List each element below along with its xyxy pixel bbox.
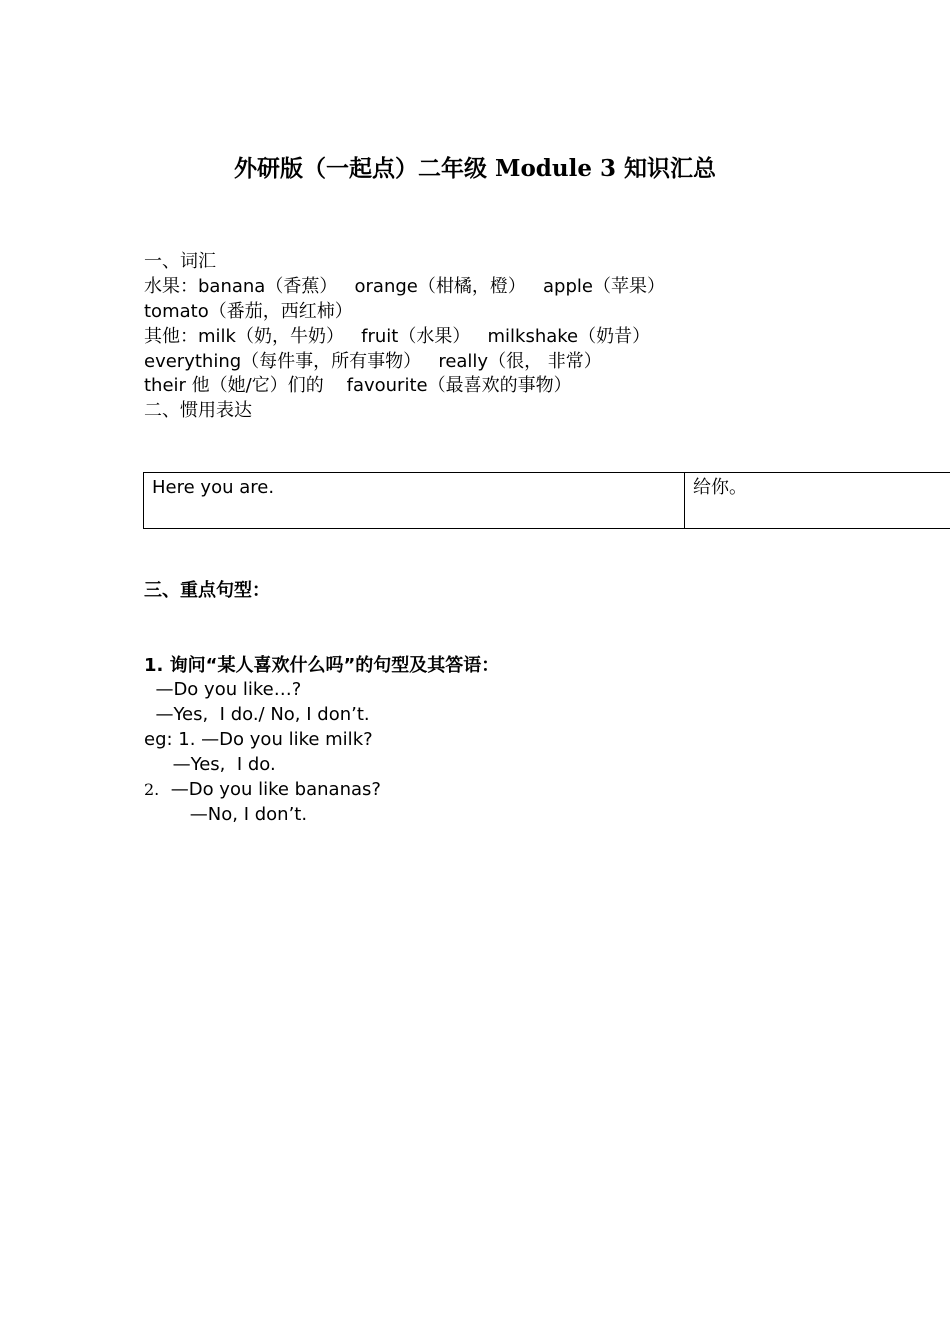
- vocab-line-everything: everything（每件事，所有事物） really（很， 非常）: [144, 351, 602, 372]
- example-2-question-text: —Do you like bananas?: [159, 779, 381, 800]
- example-2-question: [144, 777, 381, 802]
- vocab-line-fruits: 水果：banana（香蕉） orange（柑橘，橙） apple（苹果）: [144, 276, 665, 297]
- vocab-line-their: their 他（她/它）们的 favourite（最喜欢的事物）: [144, 375, 572, 396]
- expressions-heading: 二、惯用表达: [144, 400, 252, 421]
- example-2-number: 2.: [144, 780, 160, 799]
- example-2-answer: —No, I don’t.: [144, 804, 308, 825]
- expression-english: Here you are.: [144, 473, 685, 529]
- patterns-heading: 三、重点句型：: [144, 580, 270, 601]
- vocab-heading: 一、词汇: [144, 251, 216, 272]
- pattern-answer: —Yes, I do./ No, I don’t.: [144, 704, 370, 725]
- pattern-question: —Do you like…?: [144, 679, 302, 700]
- expressions-table: [143, 472, 950, 529]
- document-title: 外研版（一起点）二年级 Module 3 知识汇总: [233, 155, 716, 182]
- vocab-line-others: 其他：milk（奶，牛奶） fruit（水果） milkshake（奶昔）: [144, 326, 651, 347]
- vocab-line-tomato: tomato（番茄，西红柿）: [144, 301, 353, 322]
- pattern-subheading: 1. 询问“某人喜欢什么吗”的句型及其答语：: [144, 655, 500, 676]
- example-1-question: eg: 1. —Do you like milk?: [144, 729, 373, 750]
- example-1-answer: —Yes, I do.: [144, 754, 276, 775]
- table-row: [144, 473, 950, 529]
- expression-chinese: 给你。: [685, 473, 950, 529]
